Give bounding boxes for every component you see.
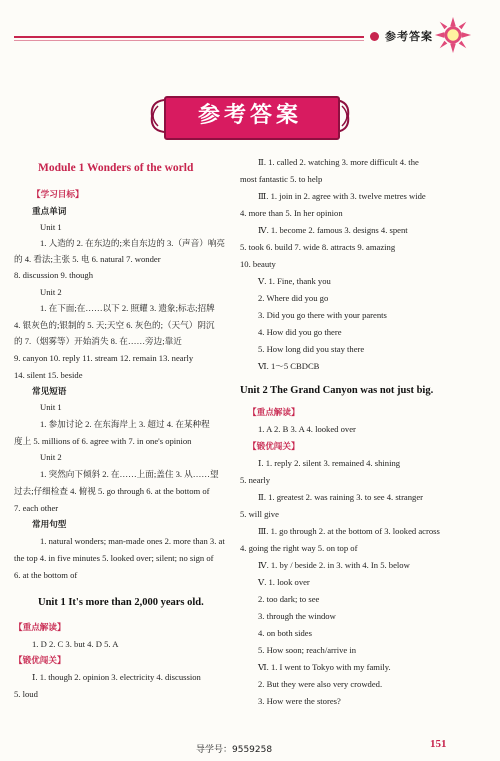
right-answer-line: 2. But they were also very crowded. — [258, 679, 383, 689]
left-answer-line: 1. 参加讨论 2. 在东海岸上 3. 超过 4. 在某种程 — [40, 419, 210, 429]
page-header — [0, 0, 500, 60]
left-answer-line: 【重点解读】 — [14, 622, 66, 632]
right-answer-line: 4. more than 5. In her opinion — [240, 208, 343, 218]
right-answer-line: Unit 2 The Grand Canyon was not just big. — [240, 385, 434, 396]
right-answer-line: Ⅳ. 1. become 2. famous 3. designs 4. spent — [258, 225, 408, 235]
right-answer-line: 2. Where did you go — [258, 293, 329, 303]
right-answer-line: 5. nearly — [240, 475, 271, 485]
left-answer-line: 4. 银灰色的;银制的 5. 天;天空 6. 灰色的;（天气）阴沉 — [14, 320, 215, 330]
right-answer-line: 4. going the right way 5. on top of — [240, 543, 358, 553]
left-answer-line: 常用句型 — [32, 519, 67, 529]
right-answer-line: 5. How soon; reach/arrive in — [258, 645, 357, 655]
page-number: 151 — [430, 738, 447, 750]
right-answer-line: 2. too dark; to see — [258, 594, 320, 604]
left-answer-line: Unit 2 — [40, 287, 62, 297]
right-answer-line: Ⅱ. 1. called 2. watching 3. more difficult 4. the — [258, 157, 419, 167]
right-answer-line: Ⅲ. 1. join in 2. agree with 3. twelve metres wide — [258, 191, 426, 201]
answer-banner — [148, 92, 352, 140]
left-answer-line: Unit 1 — [40, 222, 62, 232]
right-answer-line: Ⅵ. 1～5 CBDCB — [258, 361, 320, 371]
right-answer-line: Ⅱ. 1. greatest 2. was raining 3. to see 4. stranger — [258, 492, 424, 502]
left-answer-line: 1. natural wonders; man-made ones 2. more than 3. at — [40, 536, 225, 546]
right-answer-line: Ⅵ. 1. I went to Tokyo with my family. — [258, 662, 391, 672]
header-title: 参考答案 — [385, 30, 433, 43]
left-answer-line: 9. canyon 10. reply 11. stream 12. remain 13. nearly — [14, 353, 194, 363]
left-answer-line: 14. silent 15. beside — [14, 370, 83, 380]
right-answer-line: Ⅲ. 1. go through 2. at the bottom of 3. looked across — [258, 526, 440, 536]
left-answer-line: 常见短语 — [32, 386, 67, 396]
left-answer-line: 重点单词 — [32, 206, 67, 216]
left-answer-line: 的 7.（烟雾等）开始消失 8. 在……旁边;靠近 — [14, 336, 182, 346]
left-answer-line: 1. D 2. C 3. but 4. D 5. A — [32, 639, 119, 649]
header-rule-thin — [14, 40, 364, 41]
right-answer-line: 【重点解读】 — [248, 407, 300, 417]
left-answer-line: 1. 人造的 2. 在东边的;来自东边的 3.（声音）响亮 — [40, 238, 226, 248]
right-answer-line: 3. Did you go there with your parents — [258, 310, 387, 320]
guide-number: 导学号：9559258 — [196, 745, 273, 755]
right-answer-line: Ⅴ. 1. look over — [258, 577, 310, 587]
right-answer-line: most fantastic 5. to help — [240, 174, 323, 184]
right-answer-line: 【锻优闯关】 — [248, 441, 300, 451]
right-answer-line: 5. How long did you stay there — [258, 344, 365, 354]
left-answer-line: Module 1 Wonders of the world — [38, 162, 194, 174]
right-answer-line: 4. How did you go there — [258, 327, 342, 337]
right-answer-line: 4. on both sides — [258, 628, 312, 638]
left-answer-line: Unit 1 — [40, 402, 62, 412]
right-answer-line: 5. will give — [240, 509, 279, 519]
left-answer-line: Unit 1 It's more than 2,000 years old. — [38, 597, 204, 608]
right-answer-line: Ⅳ. 1. by / beside 2. in 3. with 4. In 5. below — [258, 560, 410, 570]
left-answer-line: Unit 2 — [40, 452, 62, 462]
left-answer-line: 的 4. 看法;主张 5. 电 6. natural 7. wonder — [14, 254, 161, 264]
right-answer-line: 10. beauty — [240, 259, 276, 269]
header-bullet-icon — [370, 32, 379, 41]
right-answer-line: 3. through the window — [258, 611, 336, 621]
right-answer-line: 5. took 6. build 7. wide 8. attracts 9. amazing — [240, 242, 396, 252]
left-answer-line: 【学习目标】 — [32, 189, 84, 199]
left-answer-line: 6. at the bottom of — [14, 570, 78, 580]
left-answer-line: 1. 突然向下倾斜 2. 在……上面;盖住 3. 从……望 — [40, 469, 219, 479]
left-answer-line: 1. 在下面;在……以下 2. 照耀 3. 遗象;标志;招牌 — [40, 303, 215, 313]
header-rule — [14, 36, 364, 38]
right-answer-line: Ⅰ. 1. reply 2. silent 3. remained 4. shining — [258, 458, 401, 468]
left-answer-line: 8. discussion 9. though — [14, 270, 94, 280]
banner-title: 参考答案 — [197, 103, 302, 128]
right-answer-line: Ⅴ. 1. Fine, thank you — [258, 276, 331, 286]
left-answer-line: 【锻优闯关】 — [14, 655, 66, 665]
left-answer-line: 5. loud — [14, 689, 38, 699]
right-answer-line: 1. A 2. B 3. A 4. looked over — [258, 424, 356, 434]
right-answer-line: 3. How were the stores? — [258, 696, 341, 706]
left-answer-line: Ⅰ. 1. though 2. opinion 3. electricity 4. discussion — [32, 672, 201, 682]
left-answer-line: 过去;仔细检查 4. 俯视 5. go through 6. at the bottom of — [14, 486, 210, 496]
left-answer-line: 7. each other — [14, 503, 59, 513]
sun-emblem-icon — [434, 16, 472, 54]
left-answer-line: the top 4. in five minutes 5. looked over; silent; no sign of — [14, 553, 214, 563]
left-answer-line: 度上 5. millions of 6. agree with 7. in one's opinion — [14, 436, 192, 446]
page-footer — [0, 738, 500, 761]
